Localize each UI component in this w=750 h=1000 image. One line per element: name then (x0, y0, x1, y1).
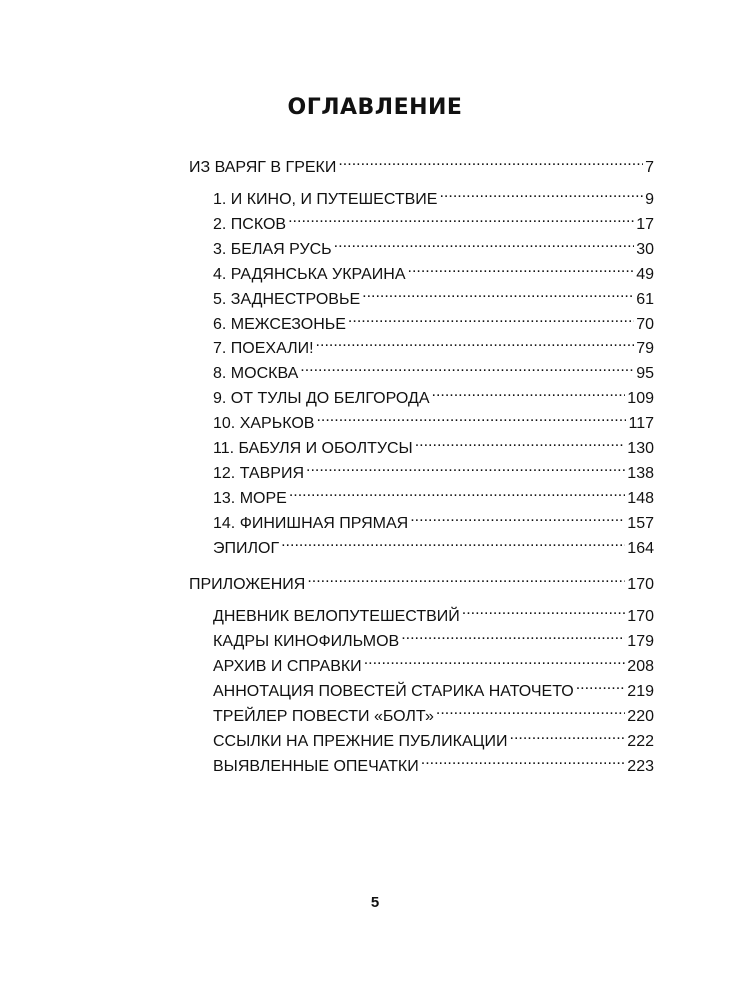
toc-page-number: 157 (627, 515, 654, 532)
toc-entry (213, 307, 654, 333)
toc-page-number: 148 (627, 490, 654, 507)
toc-page-number: 170 (627, 576, 654, 593)
toc-section-heading (189, 567, 654, 593)
toc-entry-label: ДНЕВНИК ВЕЛОПУТЕШЕСТВИЙ (213, 608, 460, 625)
toc-entry-label: 6. МЕЖСЕЗОНЬЕ (213, 316, 346, 333)
dot-leader (421, 749, 626, 771)
toc-entry-label: 8. МОСКВА (213, 365, 299, 382)
toc-entry-label: АННОТАЦИЯ ПОВЕСТЕЙ СТАРИКА НАТОЧЕТО (213, 683, 574, 700)
dot-leader (410, 506, 625, 528)
toc-entry-label: ИЗ ВАРЯГ В ГРЕКИ (189, 159, 337, 176)
toc-entry-label: 7. ПОЕХАЛИ! (213, 340, 314, 357)
toc-entry (213, 624, 654, 650)
dot-leader (288, 207, 634, 229)
toc-entry-label: 3. БЕЛАЯ РУСЬ (213, 241, 332, 258)
toc-page-number: 9 (645, 191, 654, 208)
dot-leader (408, 257, 635, 279)
dot-leader (289, 481, 625, 503)
toc-entry (213, 506, 654, 532)
dot-leader (316, 406, 626, 428)
toc-entry (213, 674, 654, 700)
dot-leader (576, 674, 626, 696)
toc-page-number: 179 (627, 633, 654, 650)
page-number: 5 (370, 894, 380, 911)
toc-page-number: 109 (627, 390, 654, 407)
toc-page-number: 79 (636, 340, 654, 357)
toc-entry-label: АРХИВ И СПРАВКИ (213, 658, 362, 675)
dot-leader (462, 599, 626, 621)
toc-page-number: 70 (636, 316, 654, 333)
toc-entry-label: ПРИЛОЖЕНИЯ (189, 576, 306, 593)
toc-entry (213, 331, 654, 357)
toc-page-number: 223 (627, 758, 654, 775)
dot-leader (334, 232, 635, 254)
toc-entry (213, 724, 654, 750)
page-title: ОГЛАВЛЕНИЕ (287, 95, 463, 120)
toc-entry (213, 456, 654, 482)
toc-page-number: 49 (636, 266, 654, 283)
dot-leader (281, 531, 625, 553)
toc-page-number: 130 (627, 440, 654, 457)
toc-entry-label: 13. МОРЕ (213, 490, 287, 507)
dot-leader (338, 150, 643, 172)
toc-entry-label: 1. И КИНО, И ПУТЕШЕСТВИЕ (213, 191, 438, 208)
toc-page-number: 219 (627, 683, 654, 700)
dot-leader (362, 282, 634, 304)
toc-entry-label: 10. ХАРЬКОВ (213, 415, 315, 432)
toc-page-number: 164 (627, 540, 654, 557)
toc-entry (213, 649, 654, 675)
toc-page-number: 17 (636, 216, 654, 233)
toc-entry-label: 2. ПСКОВ (213, 216, 287, 233)
toc-entry-label: 14. ФИНИШНАЯ ПРЯМАЯ (213, 515, 409, 532)
dot-leader (415, 431, 626, 453)
toc-entry (213, 381, 654, 407)
toc-page-number: 7 (645, 159, 654, 176)
toc-entry-label: 9. ОТ ТУЛЫ ДО БЕЛГОРОДА (213, 390, 430, 407)
toc-entry-label: 4. РАДЯНСЬКА УКРАИНА (213, 266, 406, 283)
dot-leader (436, 699, 625, 721)
toc-entry-label: ЭПИЛОГ (213, 540, 280, 557)
toc-entry (213, 182, 654, 208)
toc-entry-label: ССЫЛКИ НА ПРЕЖНИЕ ПУБЛИКАЦИИ (213, 733, 508, 750)
toc-entry (213, 699, 654, 725)
toc-page-number: 95 (636, 365, 654, 382)
toc-page-number: 30 (636, 241, 654, 258)
toc-entry-label: 11. БАБУЛЯ И ОБОЛТУСЫ (213, 440, 413, 457)
toc-entry (213, 282, 654, 308)
toc-entry (213, 481, 654, 507)
toc-entry-label: 5. ЗАДНЕСТРОВЬЕ (213, 291, 361, 308)
dot-leader (432, 381, 626, 403)
toc-page-number: 220 (627, 708, 654, 725)
dot-leader (306, 456, 625, 478)
toc-entry (213, 749, 654, 775)
toc-section-heading (189, 150, 654, 176)
dot-leader (510, 724, 626, 746)
dot-leader (439, 182, 643, 204)
toc-entry (213, 406, 654, 432)
toc-page-number: 170 (627, 608, 654, 625)
toc-page-number: 117 (628, 415, 654, 432)
toc-entry (213, 207, 654, 233)
toc-entry (213, 599, 654, 625)
dot-leader (401, 624, 625, 646)
toc-entry (213, 356, 654, 382)
dot-leader (300, 356, 634, 378)
dot-leader (307, 567, 625, 589)
toc-page-number: 138 (627, 465, 654, 482)
toc-entry-label: 12. ТАВРИЯ (213, 465, 304, 482)
dot-leader (364, 649, 626, 671)
toc-entry (213, 232, 654, 258)
toc-entry-label: КАДРЫ КИНОФИЛЬМОВ (213, 633, 400, 650)
toc-entry (213, 531, 654, 557)
toc-entry-label: ВЫЯВЛЕННЫЕ ОПЕЧАТКИ (213, 758, 419, 775)
toc-entry (213, 257, 654, 283)
toc-entry (213, 431, 654, 457)
toc-page-number: 222 (627, 733, 654, 750)
dot-leader (348, 307, 634, 329)
toc-page-number: 208 (627, 658, 654, 675)
dot-leader (316, 331, 635, 353)
toc-page-number: 61 (636, 291, 654, 308)
toc-entry-label: ТРЕЙЛЕР ПОВЕСТИ «БОЛТ» (213, 708, 434, 725)
